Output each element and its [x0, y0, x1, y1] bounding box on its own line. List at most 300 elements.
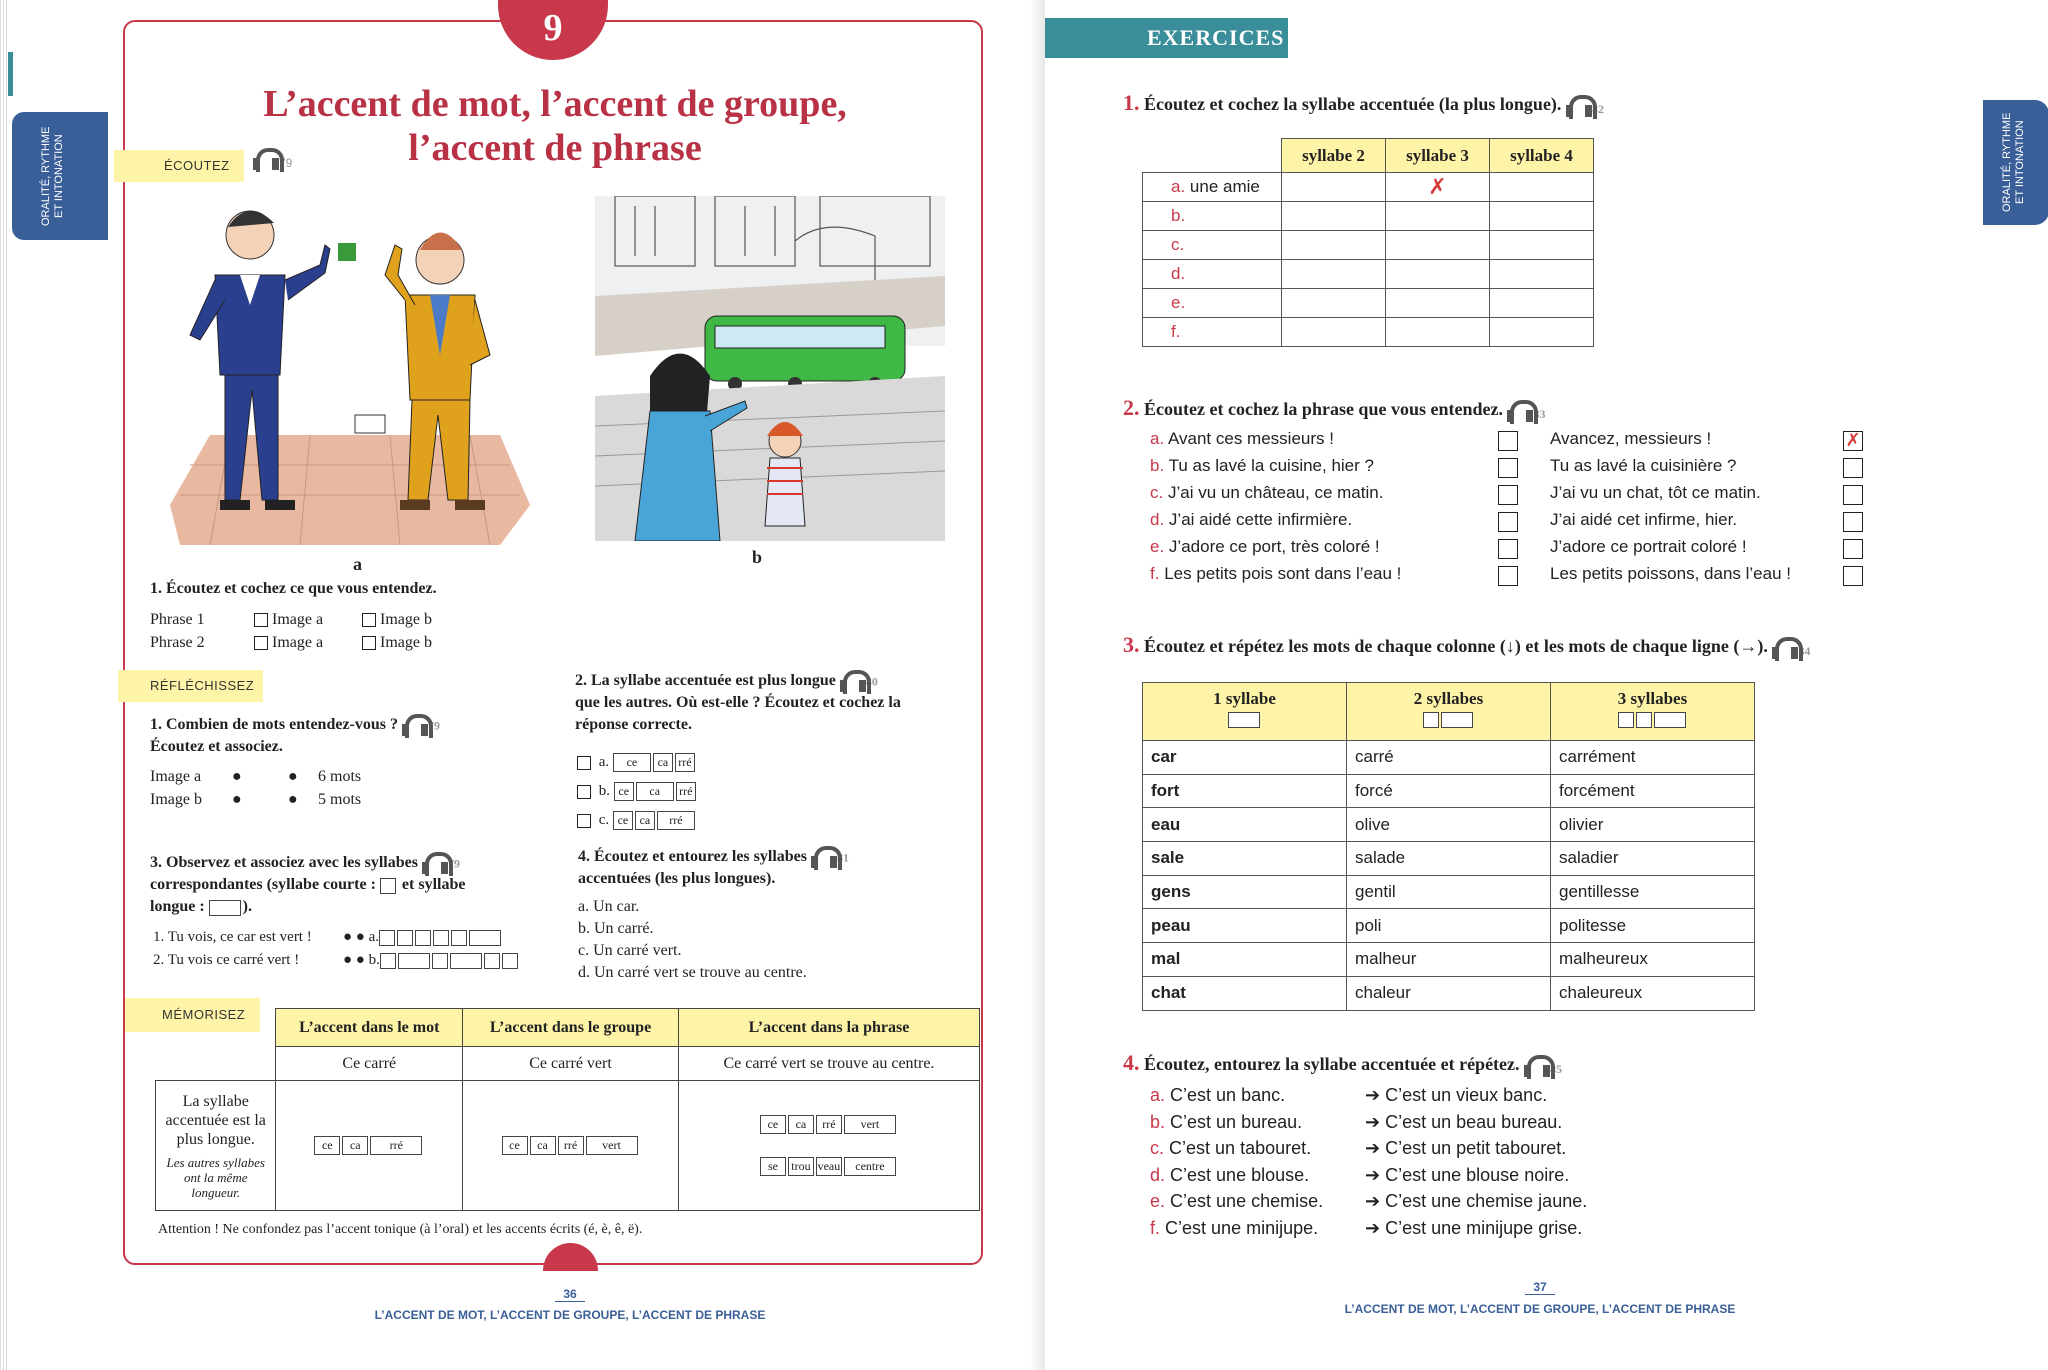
ex-text: Écoutez et cochez la syllabe accentuée (la plus longue). [1144, 94, 1562, 114]
q3-line-1: 3. Observez et associez avec les syllabes [150, 854, 418, 871]
ex1-row [1143, 260, 1594, 289]
ecoutez-q1: 1. Écoutez et cochez ce que vous entendez. [150, 580, 437, 597]
word-syllables [276, 1081, 463, 1211]
sentence-right: C’est un vieux banc. [1385, 1085, 1548, 1105]
headphones-icon [402, 714, 428, 736]
cell[interactable] [1490, 202, 1594, 231]
col-header: syllabe 3 [1386, 139, 1490, 173]
sentence-right: C’est une blouse noire. [1385, 1164, 1570, 1185]
row-letter: f. [1171, 322, 1181, 341]
headphones-icon [422, 852, 448, 874]
ex3-row [1143, 909, 1755, 943]
col-header: 2 syllabes [1413, 689, 1484, 708]
word-cell: mal [1143, 943, 1347, 977]
sentence-left: C’est une blouse. [1170, 1164, 1310, 1185]
dot-icon[interactable]: ● [232, 791, 242, 808]
headphones-icon [1507, 400, 1533, 422]
row-label: Phrase 1 [150, 611, 205, 628]
ex2-header [1123, 395, 1545, 422]
sentence-left: C’est un banc. [1170, 1085, 1286, 1105]
ex4-row [1150, 1082, 1750, 1109]
q3-letter: a. [368, 929, 380, 945]
reflechissez-q4 [578, 846, 968, 890]
syllable: rré [657, 811, 695, 830]
memorisez-label: MÉMORISEZ [125, 998, 260, 1032]
title-line-1: L’accent de mot, l’accent de groupe, [263, 83, 847, 125]
cell[interactable] [1386, 289, 1490, 318]
ex-number: 1. [1123, 90, 1140, 115]
track-number: 81 [837, 850, 849, 865]
dot-icon[interactable]: ● ● [343, 952, 365, 968]
ex2-audio[interactable] [1507, 399, 1545, 419]
checkbox[interactable] [577, 814, 591, 828]
q3-line-2: correspondantes (syllabe courte : [150, 876, 376, 894]
q4-audio[interactable] [811, 848, 849, 865]
q3-row-1 [153, 926, 520, 949]
row-letter: a. [1171, 177, 1186, 196]
checkbox[interactable] [577, 756, 591, 770]
bookmark-strip [8, 52, 13, 96]
word-cell: poli [1347, 909, 1551, 943]
syllable: ce [760, 1115, 786, 1134]
ex-number: 2. [1123, 395, 1140, 420]
track-number: 79 [428, 718, 440, 733]
q4-line-1: 4. Écoutez et entourez les syllabes [578, 848, 807, 865]
checkbox-left[interactable] [1498, 458, 1518, 478]
row-letter: e. [1171, 293, 1186, 312]
track-number: 80 [865, 674, 878, 689]
side-tab-left[interactable]: ORALITÉ, RYTHME ET INTONATION [12, 112, 108, 240]
ex-number: 4. [1123, 1050, 1140, 1075]
q4-item: c. Un carré vert. [578, 942, 682, 959]
syllable-box [1441, 712, 1473, 728]
sentence-left: C’est un tabouret. [1169, 1138, 1312, 1159]
row-text: une amie [1189, 177, 1260, 196]
syllable: vert [844, 1115, 896, 1134]
word-cell: carré [1347, 741, 1551, 775]
ex3-row [1143, 976, 1755, 1010]
example: Ce carré vert [463, 1047, 679, 1081]
attention-note: Attention ! Ne confondez pas l’accent tonique (à l’oral) et les accents écrits (é, è, ê, ë). [158, 1222, 643, 1237]
word-cell: olivier [1551, 808, 1755, 842]
ex4-audio[interactable] [1524, 1054, 1562, 1074]
word-cell: forcément [1551, 774, 1755, 808]
syllable: ca [530, 1136, 556, 1155]
word-cell: gentil [1347, 875, 1551, 909]
cell-mark[interactable]: ✗ [1386, 173, 1490, 202]
dot-icon[interactable]: ● [288, 768, 298, 785]
word-cell: gentillesse [1551, 875, 1755, 909]
arrow-right-icon: ➔ [1365, 1111, 1381, 1132]
word-cell: chaleur [1347, 976, 1551, 1010]
syllable-box [1654, 712, 1686, 728]
word-cell: eau [1143, 808, 1347, 842]
syllable-box [1636, 712, 1652, 728]
checkbox-right[interactable] [1843, 458, 1863, 478]
q4-items [578, 896, 807, 984]
checkbox-left[interactable] [1498, 431, 1518, 451]
example: Ce carré [276, 1047, 463, 1081]
word-cell: gens [1143, 875, 1347, 909]
cell[interactable] [1490, 231, 1594, 260]
col-header: syllabe 4 [1490, 139, 1594, 173]
group-syllables [463, 1081, 679, 1211]
option-letter: b. [598, 783, 610, 799]
syllable: se [760, 1157, 786, 1176]
page-number-rule [555, 1301, 585, 1302]
q1-sub: Écoutez et associez. [150, 738, 283, 756]
q3-row-2 [153, 949, 520, 972]
match-right: 6 mots [318, 768, 362, 785]
checkbox-right[interactable] [1843, 539, 1863, 559]
ex-text: Écoutez, entourez la syllabe accentuée et répétez. [1144, 1054, 1520, 1074]
syllable: ce [314, 1136, 340, 1155]
cell[interactable] [1490, 260, 1594, 289]
dot-icon[interactable]: ● [288, 791, 298, 808]
arrow-right-icon: ➔ [1365, 1191, 1381, 1212]
ex3-row [1143, 774, 1755, 808]
image-a-label: a [353, 554, 362, 574]
checkbox[interactable] [362, 613, 376, 627]
arrow-right-icon: ➔ [1365, 1085, 1381, 1105]
word-cell: olive [1347, 808, 1551, 842]
q4-item: b. Un carré. [578, 920, 654, 937]
sentence-right: C’est une chemise jaune. [1385, 1191, 1588, 1212]
short-syllable-box [380, 878, 396, 894]
ex3-row [1143, 943, 1755, 977]
q3-letter: b. [368, 952, 380, 968]
option-label: Image b [380, 634, 432, 651]
checkbox-right[interactable] [1843, 485, 1863, 505]
q1-title: 1. Combien de mots entendez-vous ? [150, 716, 398, 733]
syllable-box [1618, 712, 1634, 728]
row-letter: c. [1150, 483, 1164, 502]
ex1-header [1123, 90, 1604, 117]
q4-line-2: accentuées (les plus longues). [578, 870, 776, 888]
sentence-right: Avancez, messieurs ! [1550, 429, 1712, 448]
exercices-header: EXERCICES [1045, 18, 1288, 58]
ex1-row [1143, 173, 1594, 202]
page-title [225, 82, 885, 170]
sentence-right: Tu as lavé la cuisinière ? [1550, 456, 1737, 475]
q2-line-2: que les autres. Où est-elle ? Écoutez et cochez la [575, 694, 901, 712]
ex3-row [1143, 842, 1755, 876]
ecoutez-label: ÉCOUTEZ [114, 150, 244, 182]
ex3-table [1142, 682, 1755, 1011]
ex2-row [1150, 452, 1870, 479]
cell[interactable] [1282, 260, 1386, 289]
q2-option-c [577, 806, 698, 835]
rowhead-2: Les autres syllabes ont la même longueur. [166, 1154, 265, 1200]
word-cell: chaleureux [1551, 976, 1755, 1010]
row-letter: c. [1150, 1138, 1165, 1159]
match-row-1 [150, 765, 361, 788]
col-header: L’accent dans le mot [276, 1009, 463, 1047]
ex2-row [1150, 533, 1870, 560]
ex3-body [1143, 741, 1755, 1011]
arrow-right-icon: ➔ [1365, 1164, 1381, 1185]
option-label: Image a [272, 634, 324, 651]
syllable: rré [370, 1136, 422, 1155]
q1-audio[interactable] [402, 716, 440, 733]
lesson-number: 9 [498, 0, 608, 60]
headphones-icon [840, 670, 866, 692]
row-letter: a. [1150, 429, 1165, 448]
syllable: ca [788, 1115, 814, 1134]
ex1-row [1143, 289, 1594, 318]
reflechissez-q2 [575, 670, 965, 736]
ex2-row [1150, 425, 1870, 452]
headphones-icon [1566, 95, 1592, 117]
image-b-label: b [752, 547, 763, 567]
reflechissez-q1 [150, 714, 440, 758]
arrow-right-icon: ➔ [1365, 1217, 1381, 1238]
headphones-icon [811, 846, 837, 868]
row-letter: b. [1150, 1111, 1166, 1132]
ex3-row [1143, 808, 1755, 842]
sentence-left: Les petits pois sont dans l’eau ! [1164, 564, 1402, 583]
syllable: centre [844, 1157, 896, 1176]
syllable: vert [586, 1136, 638, 1155]
row-letter: a. [1150, 1085, 1166, 1105]
q2-option-b [577, 777, 698, 806]
syllable: ce [614, 782, 634, 801]
footer-right: L’ACCENT DE MOT, L’ACCENT DE GROUPE, L’ACCENT DE PHRASE [1344, 1302, 1736, 1316]
illustration-a [170, 205, 530, 550]
q3-sentence: 2. Tu vois ce carré vert ! [153, 952, 300, 968]
syllable: rré [676, 782, 696, 801]
word-cell: car [1143, 741, 1347, 775]
track-number: 79 [447, 856, 460, 871]
sentence-left: C’est une minijupe. [1165, 1217, 1319, 1238]
cell[interactable] [1282, 289, 1386, 318]
checkbox-left[interactable] [1498, 512, 1518, 532]
checkbox-right[interactable]: ✗ [1843, 431, 1863, 451]
col-header: 1 syllabe [1213, 689, 1276, 708]
q3-rows [153, 926, 520, 972]
track-number: 85 [1550, 1061, 1563, 1076]
cell[interactable] [1386, 318, 1490, 347]
syllable: ca [653, 753, 673, 772]
checkbox-left[interactable] [1498, 539, 1518, 559]
ex4-row [1150, 1215, 1750, 1242]
row-label: Phrase 2 [150, 634, 205, 651]
example: Ce carré vert se trouve au centre. [678, 1047, 979, 1081]
cell[interactable] [1386, 260, 1490, 289]
headphones-icon [1524, 1055, 1550, 1077]
page-number-rule [1525, 1294, 1555, 1295]
sentence-right: J’adore ce portrait coloré ! [1550, 537, 1747, 556]
sentence-left: C’est un bureau. [1170, 1111, 1303, 1132]
checkbox-left[interactable] [1498, 485, 1518, 505]
match-row-2 [150, 788, 361, 811]
illustration-b [595, 196, 945, 541]
sentence-left: J’ai vu un château, ce matin. [1167, 483, 1384, 502]
row-letter: f. [1150, 564, 1160, 583]
phrase-syllables [678, 1081, 979, 1211]
syllable: ce [613, 753, 651, 772]
ex4-header [1123, 1050, 1562, 1077]
ecoutez-row-2 [150, 631, 432, 654]
match-left: Image a [150, 768, 202, 785]
track-number: 83 [1533, 406, 1546, 421]
ex1-row [1143, 202, 1594, 231]
sentence-right: C’est un beau bureau. [1385, 1111, 1563, 1132]
syllable: ca [636, 782, 674, 801]
q3-line-3: longue : [150, 898, 205, 916]
cell[interactable] [1282, 202, 1386, 231]
ex-number: 3. [1123, 632, 1140, 657]
ecoutez-rows [150, 608, 432, 654]
ex-text: Écoutez et répétez les mots de chaque colonne (↓) et les mots de chaque ligne (→). [1144, 636, 1768, 656]
row-letter: c. [1171, 235, 1185, 254]
cell[interactable] [1490, 173, 1594, 202]
col-header: 3 syllabes [1617, 689, 1688, 708]
ex4-rows [1150, 1082, 1750, 1242]
syllable: ca [635, 811, 655, 830]
ex3-header [1123, 632, 1810, 659]
syllable: ce [502, 1136, 528, 1155]
ex3-row [1143, 741, 1755, 775]
q3-sentence: 1. Tu vois, ce car est vert ! [153, 929, 312, 945]
syllable: rré [558, 1136, 584, 1155]
word-cell: sale [1143, 842, 1347, 876]
syllable: rré [675, 753, 695, 772]
word-cell: politesse [1551, 909, 1755, 943]
cell[interactable] [1282, 173, 1386, 202]
ex2-rows [1150, 425, 1870, 587]
sentence-right: Les petits poissons, dans l’eau ! [1550, 564, 1791, 583]
row-letter: d. [1150, 510, 1165, 529]
sentence-right: C’est un petit tabouret. [1385, 1138, 1567, 1159]
cell[interactable] [1282, 318, 1386, 347]
ex4-row [1150, 1188, 1750, 1215]
cell[interactable] [1490, 289, 1594, 318]
side-tab-right[interactable]: ORALITÉ, RYTHME ET INTONATION [1983, 100, 2048, 225]
word-cell: peau [1143, 909, 1347, 943]
row-letter: f. [1150, 1217, 1161, 1238]
checkbox[interactable] [254, 636, 268, 650]
ex1-table [1142, 138, 1594, 347]
ex4-row [1150, 1135, 1750, 1162]
headphones-icon [1772, 637, 1798, 659]
ex3-row [1143, 875, 1755, 909]
reflechissez-q3 [150, 852, 550, 918]
q4-item: a. Un car. [578, 898, 640, 915]
q2-options [577, 748, 698, 835]
col-header: L’accent dans le groupe [463, 1009, 679, 1047]
long-syllable-box [209, 900, 241, 916]
q2-option-a [577, 748, 698, 777]
page-number-right: 37 [1533, 1280, 1547, 1294]
option-letter: c. [598, 812, 610, 828]
option-letter: a. [598, 754, 610, 770]
syllable: ce [613, 811, 633, 830]
rowhead-1: La syllabe accentuée est la plus longue. [165, 1092, 266, 1148]
word-cell: forcé [1347, 774, 1551, 808]
col-header: syllabe 2 [1282, 139, 1386, 173]
syllable: ca [342, 1136, 368, 1155]
word-cell: salade [1347, 842, 1551, 876]
row-letter: d. [1150, 1164, 1166, 1185]
memorisez-table [155, 1008, 980, 1211]
q3-line-2b: et syllabe [401, 876, 466, 894]
q2-line-3: réponse correcte. [575, 716, 692, 734]
checkbox[interactable] [362, 636, 376, 650]
ex2-row [1150, 479, 1870, 506]
track-number: 79 [279, 156, 293, 170]
checkbox[interactable] [254, 613, 268, 627]
match-right: 5 mots [318, 791, 362, 808]
checkbox-left[interactable] [1498, 566, 1518, 586]
q3-audio[interactable] [422, 854, 460, 871]
ex1-row [1143, 318, 1594, 347]
ecoutez-row-1 [150, 608, 432, 631]
ex3-audio[interactable] [1772, 636, 1810, 656]
ex1-row [1143, 231, 1594, 260]
row-letter: b. [1150, 456, 1165, 475]
cell[interactable] [1386, 202, 1490, 231]
q3-line-3b: ). [242, 898, 252, 916]
dot-icon[interactable]: ● ● [343, 929, 365, 945]
checkbox-right[interactable] [1843, 566, 1863, 586]
match-left: Image b [150, 791, 202, 808]
checkbox-right[interactable] [1843, 512, 1863, 532]
arrow-right-icon: ➔ [1365, 1138, 1381, 1159]
word-cell: fort [1143, 774, 1347, 808]
right-page [1045, 0, 2048, 1370]
q2-audio[interactable] [840, 672, 878, 689]
word-cell: malheureux [1551, 943, 1755, 977]
ex-text: Écoutez et cochez la phrase que vous entendez. [1144, 399, 1503, 419]
ex4-row [1150, 1109, 1750, 1136]
q1-match [150, 765, 361, 811]
sentence-left: J’adore ce port, très coloré ! [1168, 537, 1380, 556]
syllable: veau [816, 1157, 842, 1176]
ex1-audio[interactable] [1566, 94, 1604, 114]
col-header: L’accent dans la phrase [678, 1009, 979, 1047]
ecoutez-audio[interactable] [253, 148, 292, 170]
cell[interactable] [1490, 318, 1594, 347]
footer-left: L’ACCENT DE MOT, L’ACCENT DE GROUPE, L’ACCENT DE PHRASE [374, 1308, 766, 1322]
sentence-left: C’est une chemise. [1170, 1191, 1324, 1212]
syllable-box [1228, 712, 1260, 728]
word-cell: carrément [1551, 741, 1755, 775]
option-label: Image a [272, 611, 324, 628]
title-line-2: l’accent de phrase [408, 127, 702, 169]
checkbox[interactable] [577, 785, 591, 799]
q4-item: d. Un carré vert se trouve au centre. [578, 964, 807, 981]
reflechissez-label: RÉFLÉCHISSEZ [118, 670, 263, 702]
page-number-left: 36 [563, 1287, 577, 1301]
headphones-icon [253, 148, 279, 170]
dot-icon[interactable]: ● [232, 768, 242, 785]
sentence-left: Avant ces messieurs ! [1167, 429, 1334, 448]
sentence-left: Tu as lavé la cuisine, hier ? [1168, 456, 1374, 475]
row-letter: e. [1150, 537, 1165, 556]
ex2-row [1150, 560, 1870, 587]
cell[interactable] [1282, 231, 1386, 260]
row-letter: e. [1150, 1191, 1166, 1212]
syllable: rré [816, 1115, 842, 1134]
word-cell: malheur [1347, 943, 1551, 977]
row-letter: d. [1171, 264, 1186, 283]
page-edges [0, 0, 8, 1370]
ex2-row [1150, 506, 1870, 533]
sentence-left: J’ai aidé cette infirmière. [1168, 510, 1353, 529]
cell[interactable] [1386, 231, 1490, 260]
track-number: 84 [1798, 643, 1811, 658]
